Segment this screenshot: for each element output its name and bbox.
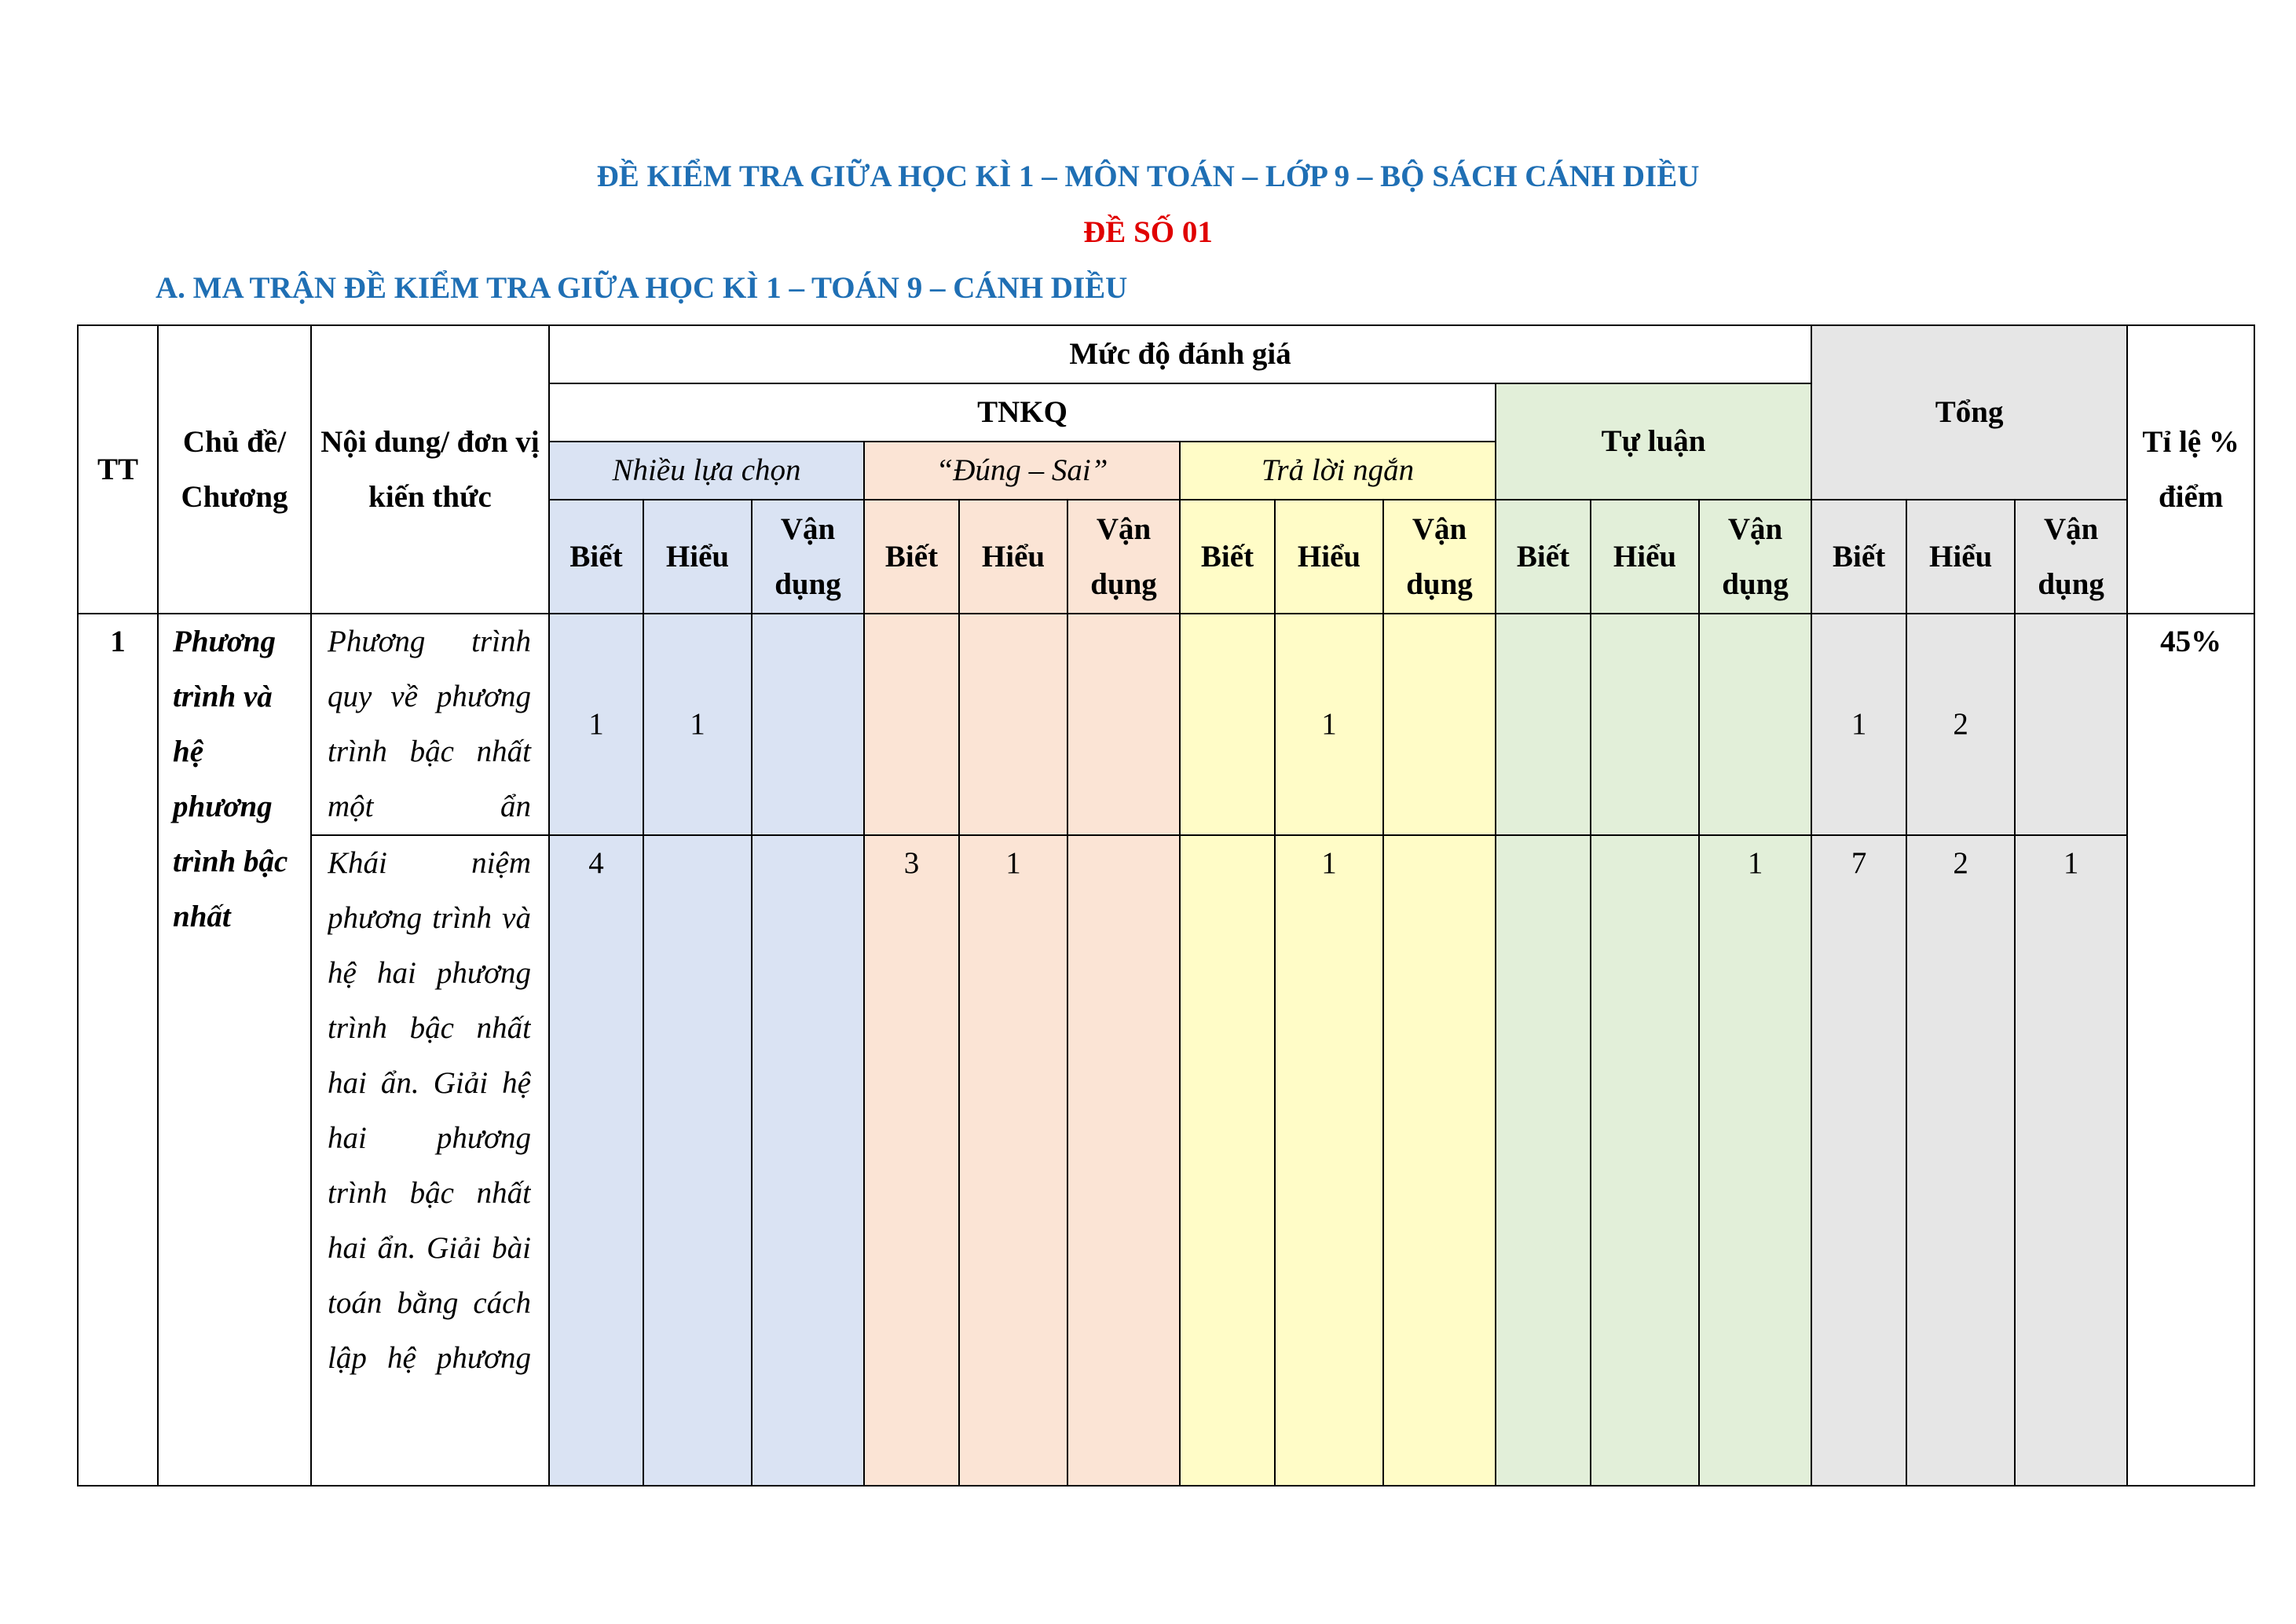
cell-value [864, 614, 959, 835]
header-content: Nội dung/ đơn vị kiến thức [311, 325, 549, 614]
cell-value: 1 [549, 614, 643, 835]
cell-value [2015, 614, 2127, 835]
tf-know: Biết [864, 500, 959, 614]
mc-understand: Hiểu [643, 500, 752, 614]
header-essay: Tự luận [1496, 383, 1811, 500]
header-assessment-level: Mức độ đánh giá [549, 325, 1811, 383]
section-title: A. MA TRẬN ĐỀ KIỂM TRA GIỮA HỌC KÌ 1 – TOÁN 9 – CÁNH DIỀU [156, 271, 1128, 305]
assessment-matrix-table [77, 324, 2255, 1487]
essay-know: Biết [1496, 500, 1591, 614]
essay-apply: Vận dụng [1699, 500, 1811, 614]
cell-value [1383, 835, 1496, 1486]
sa-know: Biết [1180, 500, 1275, 614]
cell-value [1383, 614, 1496, 835]
cell-value: 1 [2015, 835, 2127, 1486]
cell-value [752, 614, 864, 835]
exam-number: ĐỀ SỐ 01 [1083, 215, 1213, 249]
header-multiple-choice: Nhiều lựa chọn [549, 442, 864, 500]
cell-value [1591, 614, 1699, 835]
header-total: Tổng [1811, 325, 2127, 500]
header-tnkq: TNKQ [549, 383, 1496, 442]
cell-value [1496, 614, 1591, 835]
header-true-false: “Đúng – Sai” [864, 442, 1180, 500]
mc-apply: Vận dụng [752, 500, 864, 614]
cell-value: 4 [549, 835, 643, 1486]
cell-value: 7 [1811, 835, 1906, 1486]
cell-value [1591, 835, 1699, 1486]
cell-value: 1 [1275, 614, 1383, 835]
total-understand: Hiểu [1906, 500, 2015, 614]
sa-understand: Hiểu [1275, 500, 1383, 614]
total-know: Biết [1811, 500, 1906, 614]
total-apply: Vận dụng [2015, 500, 2127, 614]
cell-value [1067, 835, 1180, 1486]
row-content: Phương trình quy về phương trình bậc nhất một ẩn [311, 614, 549, 835]
mc-know: Biết [549, 500, 643, 614]
header-ratio: Tỉ lệ % điểm [2127, 325, 2254, 614]
row-ratio: 45% [2127, 614, 2254, 1486]
row-topic: Phương trình và hệ phương trình bậc nhất [158, 614, 311, 1486]
header-topic: Chủ đề/ Chương [158, 325, 311, 614]
row-content: Khái niệm phương trình và hệ hai phương trình bậc nhất hai ẩn. Giải hệ hai phương trình bậc nhất hai ẩn. Giải bài toán bằng cách lập hệ phương [328, 846, 531, 1375]
cell-value: 1 [1699, 835, 1811, 1486]
cell-value [1496, 835, 1591, 1486]
table-row [78, 835, 2254, 1486]
cell-value [752, 835, 864, 1486]
cell-value: 1 [1275, 835, 1383, 1486]
essay-understand: Hiểu [1591, 500, 1699, 614]
header-tt: TT [78, 325, 158, 614]
tf-apply: Vận dụng [1067, 500, 1180, 614]
header-short-answer: Trả lời ngắn [1180, 442, 1496, 500]
cell-value: 1 [959, 835, 1067, 1486]
document-title: ĐỀ KIỂM TRA GIỮA HỌC KÌ 1 – MÔN TOÁN – LỚP 9 – BỘ SÁCH CÁNH DIỀU [596, 159, 1700, 193]
sa-apply: Vận dụng [1383, 500, 1496, 614]
cell-value [959, 614, 1067, 835]
cell-value [643, 835, 752, 1486]
row-tt: 1 [78, 614, 158, 1486]
cell-value: 1 [643, 614, 752, 835]
cell-value: 2 [1906, 614, 2015, 835]
cell-value [1067, 614, 1180, 835]
table-row [78, 614, 2254, 835]
cell-value: 3 [864, 835, 959, 1486]
cell-value [1180, 614, 1275, 835]
cell-value [1699, 614, 1811, 835]
row-content-cell [311, 835, 549, 1486]
cell-value: 2 [1906, 835, 2015, 1486]
cell-value: 1 [1811, 614, 1906, 835]
cell-value [1180, 835, 1275, 1486]
tf-understand: Hiểu [959, 500, 1067, 614]
